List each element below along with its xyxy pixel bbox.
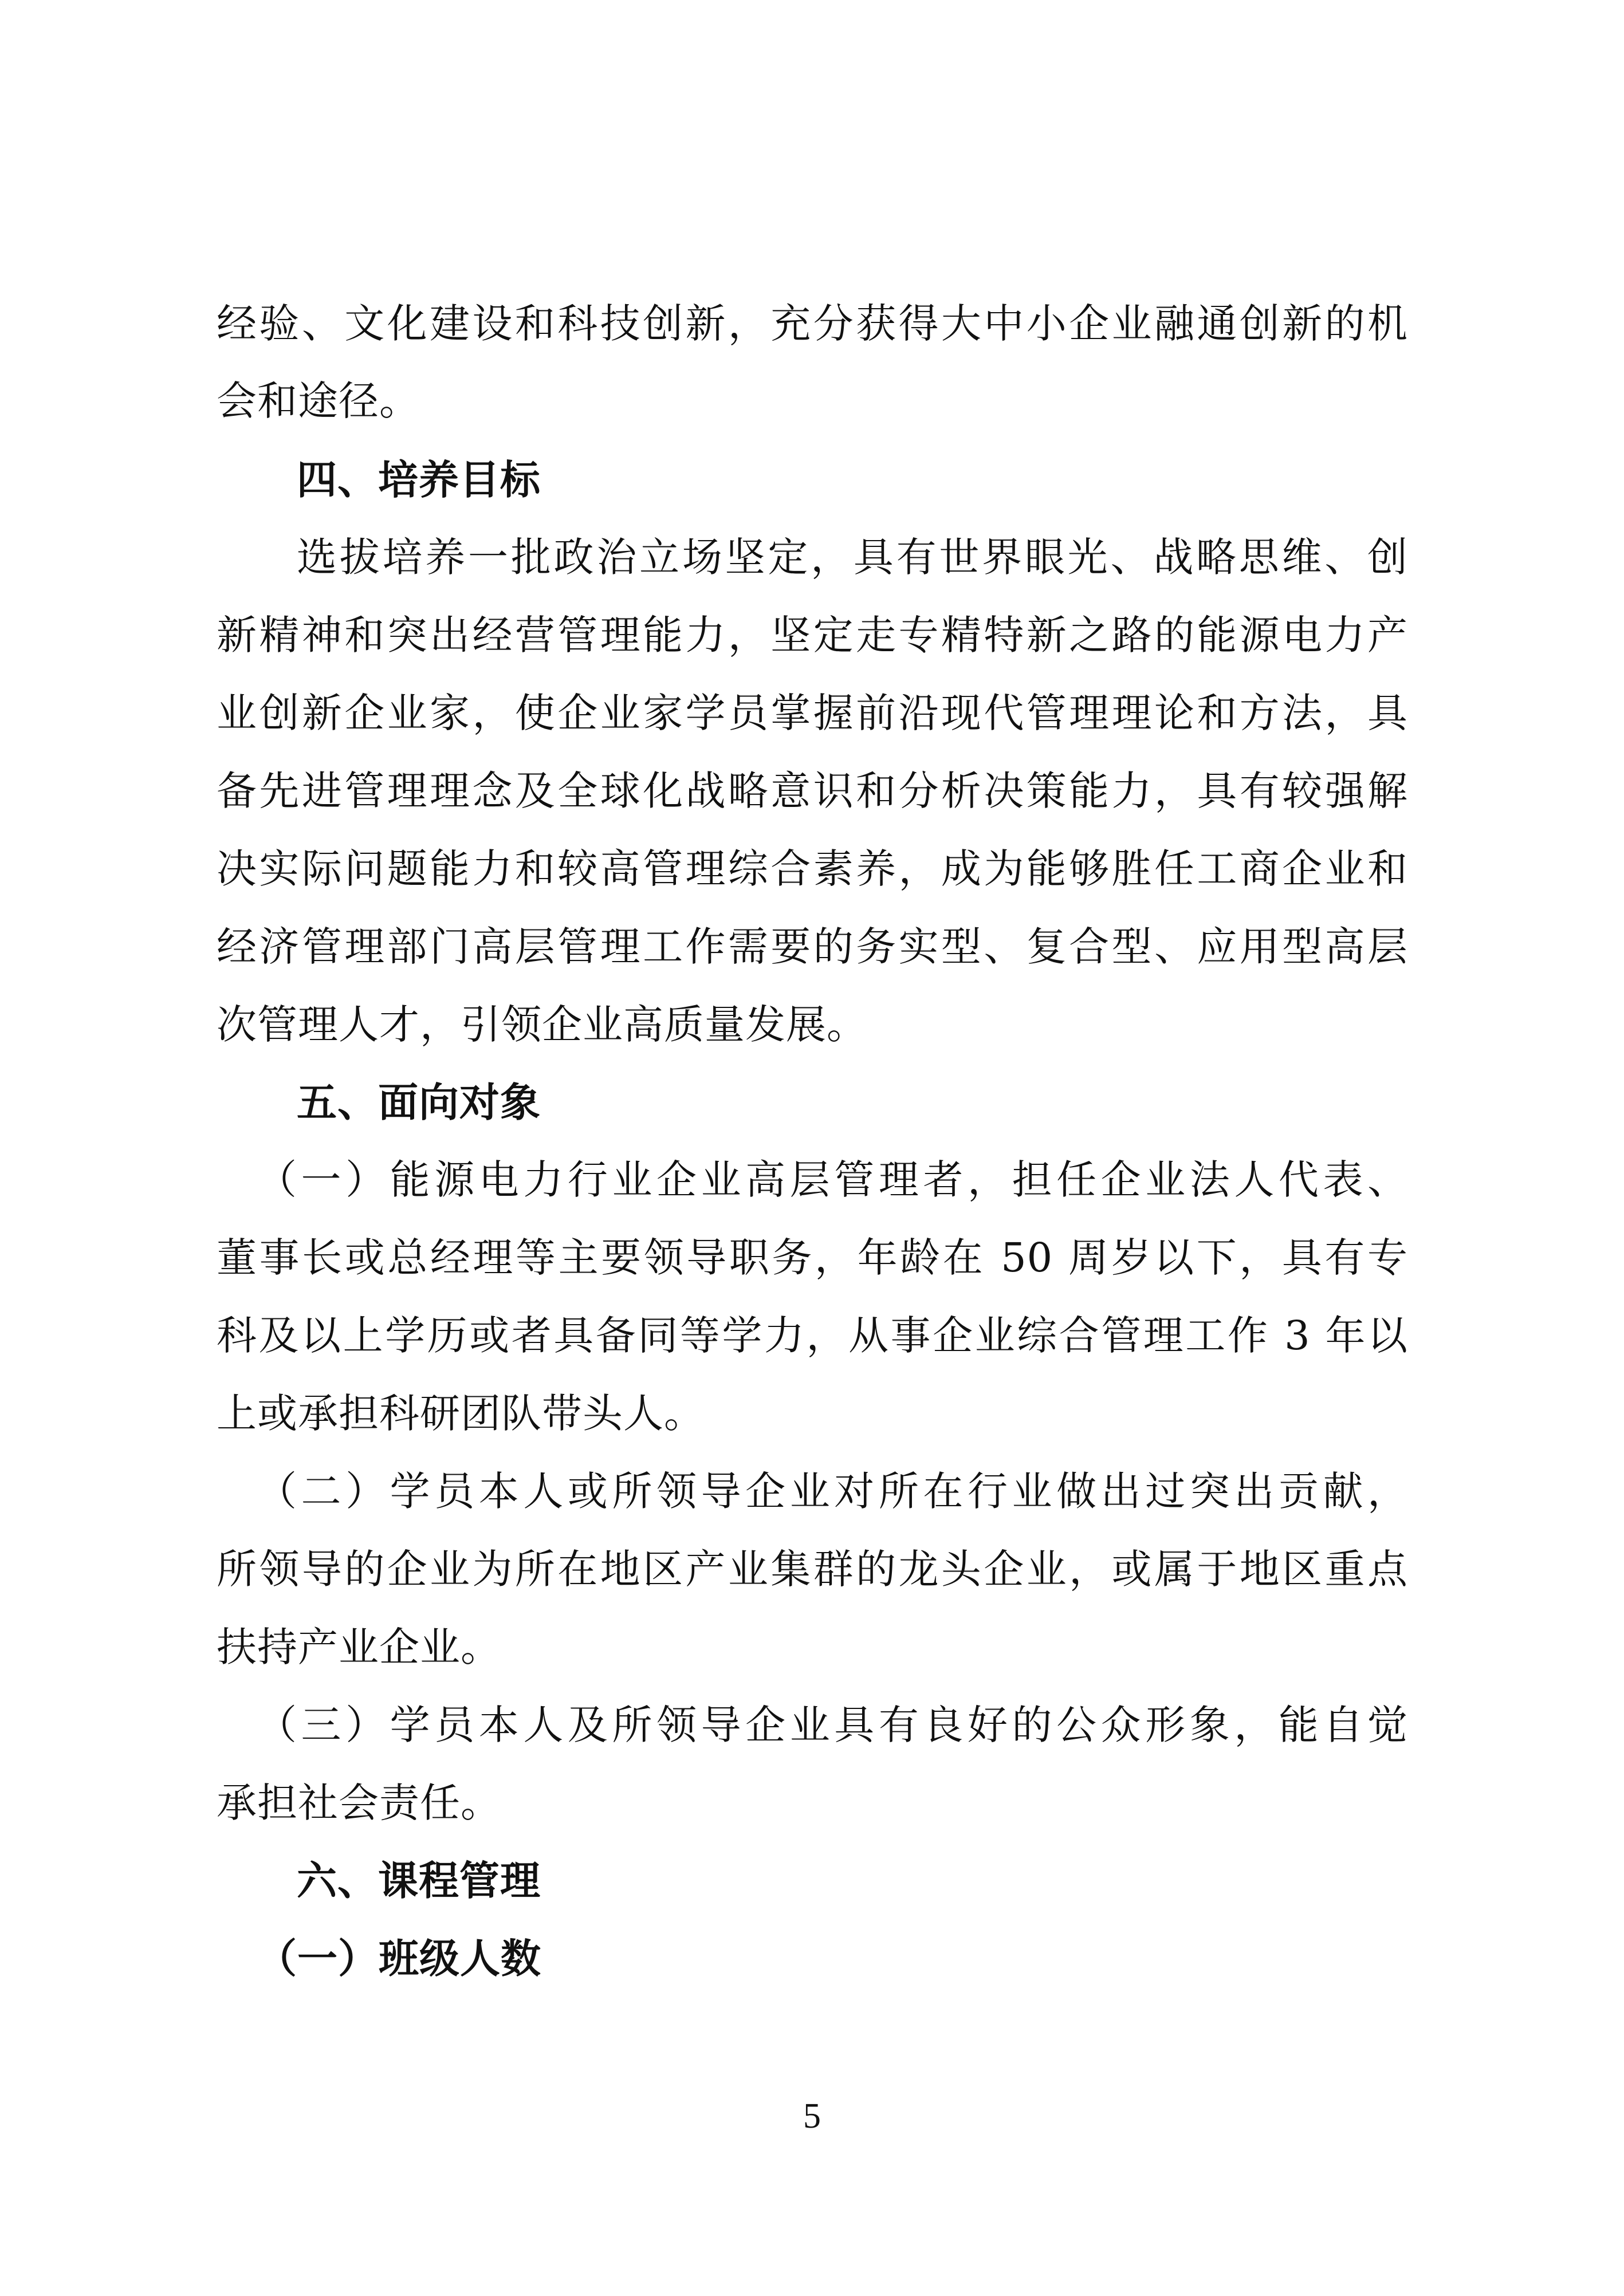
body-text-line: 备先进管理理念及全球化战略意识和分析决策能力，具有较强解 xyxy=(217,767,1408,814)
body-text-line: （二）学员本人或所领导企业对所在行业做出过突出贡献， xyxy=(257,1468,1408,1515)
body-text-line: （三）学员本人及所领导企业具有良好的公众形象，能自觉 xyxy=(257,1702,1408,1748)
body-text-line: 所领导的企业为所在地区产业集群的龙头企业，或属于地区重点 xyxy=(217,1546,1408,1593)
body-text-line: 会和途径。 xyxy=(217,377,420,424)
body-text-line: 科及以上学历或者具备同等学力，从事企业综合管理工作 3 年以 xyxy=(217,1312,1408,1359)
body-text-line: 次管理人才，引领企业高质量发展。 xyxy=(217,1001,867,1048)
body-text-line: （一）能源电力行业企业高层管理者，担任企业法人代表、 xyxy=(257,1156,1408,1203)
section-heading-target-audience: 五、面向对象 xyxy=(297,1079,541,1126)
body-text-line: 业创新企业家，使企业家学员掌握前沿现代管理理论和方法，具 xyxy=(217,690,1408,737)
body-text-line: 经验、文化建设和科技创新，充分获得大中小企业融通创新的机 xyxy=(217,300,1408,347)
body-text-line: 选拔培养一批政治立场坚定，具有世界眼光、战略思维、创 xyxy=(297,534,1408,581)
body-text-line: 承担社会责任。 xyxy=(217,1779,501,1826)
body-text-line: 扶持产业企业。 xyxy=(217,1624,501,1671)
section-heading-training-goals: 四、培养目标 xyxy=(297,456,541,503)
subsection-heading-class-size: （一）班级人数 xyxy=(257,1935,541,1982)
page-number: 5 xyxy=(803,2097,821,2136)
body-text-line: 董事长或总经理等主要领导职务，年龄在 50 周岁以下，具有专 xyxy=(217,1234,1408,1281)
body-text-line: 新精神和突出经营管理能力，坚定走专精特新之路的能源电力产 xyxy=(217,612,1408,659)
body-text-line: 决实际问题能力和较高管理综合素养，成为能够胜任工商企业和 xyxy=(217,845,1408,892)
body-text-line: 上或承担科研团队带头人。 xyxy=(217,1390,705,1437)
body-text-line: 经济管理部门高层管理工作需要的务实型、复合型、应用型高层 xyxy=(217,923,1408,970)
section-heading-course-management: 六、课程管理 xyxy=(297,1857,541,1904)
